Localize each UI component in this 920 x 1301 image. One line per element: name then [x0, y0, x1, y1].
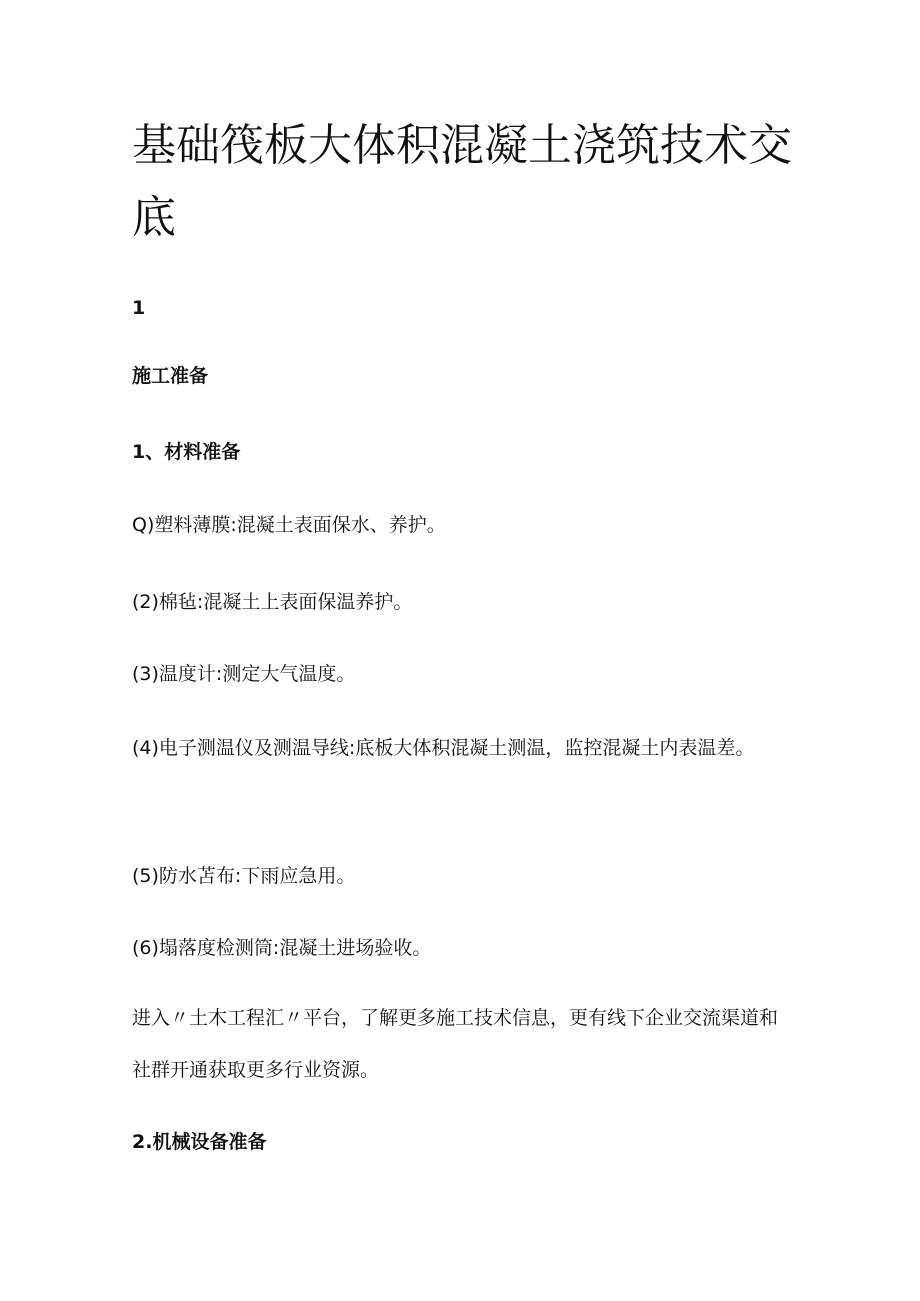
- document-title: 基础筏板大体积混凝土浇筑技术交底: [132, 120, 792, 243]
- subsection-materials-heading: 1、材料准备: [132, 441, 241, 463]
- section-title: 施工准备: [132, 365, 209, 387]
- material-item-3: (3)温度计:测定大气温度。: [132, 663, 356, 685]
- material-item-2: (2)棉毡:混凝土上表面保温养护。: [132, 591, 413, 613]
- material-item-5: (5)防水苫布:下雨应急用。: [132, 865, 356, 887]
- section-number: 1: [132, 297, 146, 319]
- promo-paragraph: 进入〃土木工程汇〃平台，了解更多施工技术信息，更有线下企业交流渠道和社群开通获取更多行业资源。: [132, 1007, 779, 1081]
- subsection-equipment-heading: 2.机械设备准备: [132, 1131, 267, 1153]
- material-item-4: (4)电子测温仪及测温导线:底板大体积混凝土测温，监控混凝土内表温差。: [132, 737, 755, 759]
- material-item-6: (6)塌落度检测筒:混凝土进场验收。: [132, 937, 432, 959]
- material-item-1: Q)塑料薄膜:混凝土表面保水、养护。: [132, 514, 446, 536]
